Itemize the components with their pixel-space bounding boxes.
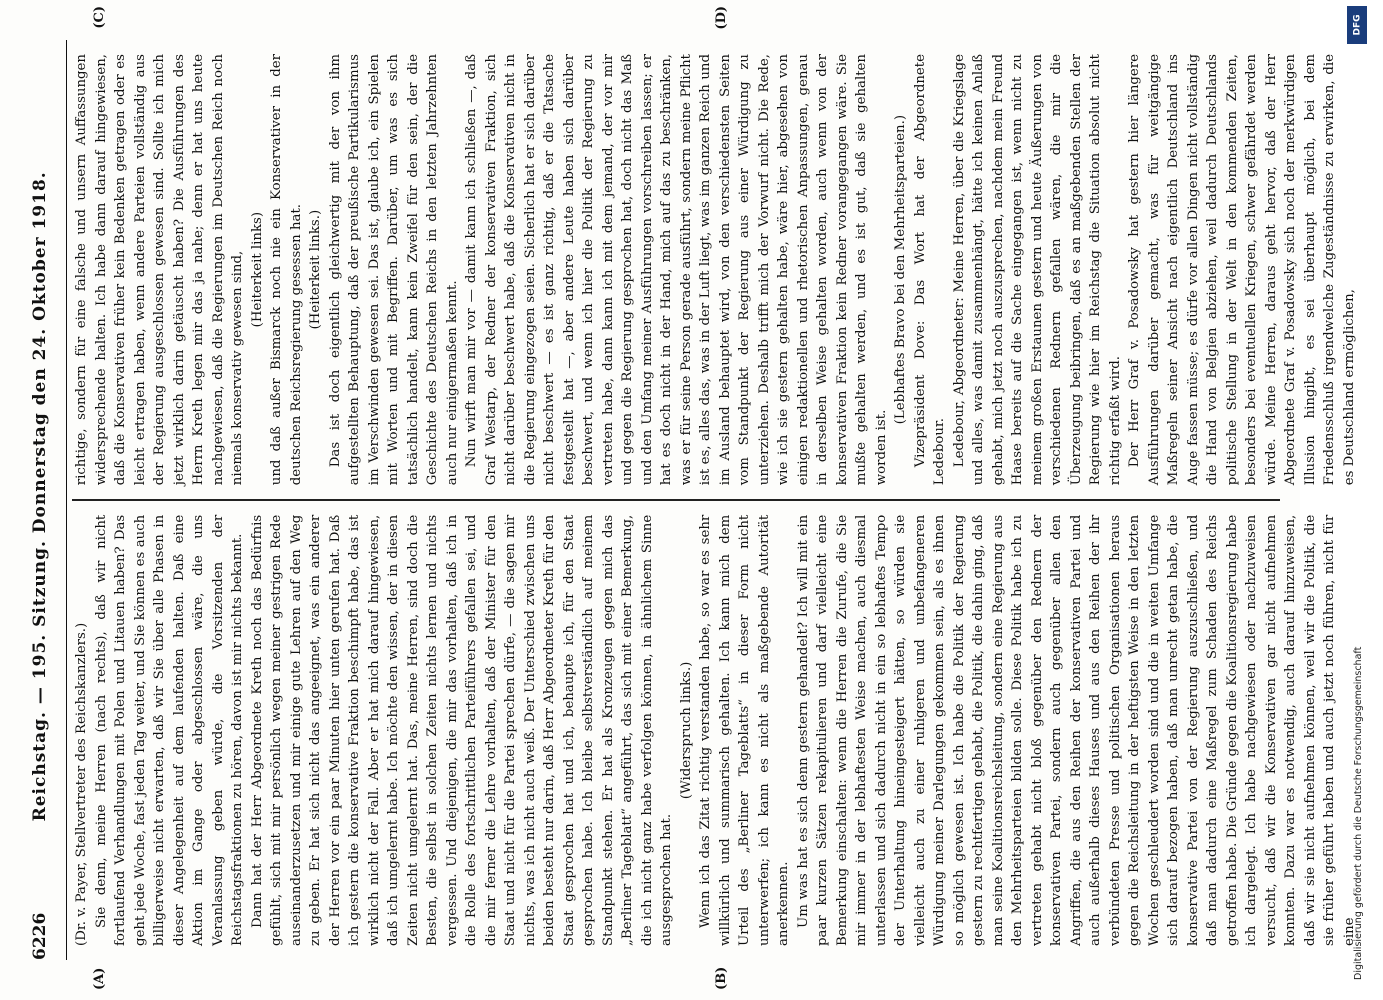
stage-direction: (Heiterkeit links) xyxy=(249,211,265,328)
paragraph: Nun wirft man mir vor — damit kann ich schließen —, daß Graf Westarp, der Redner der konservativen Fraktion, sich nicht darüber beschwert habe, daß die Konservativen nicht in die Regierung eingezogen seien. Sicherlich hat er sich darüber nicht beschwert — es ist ganz richtig, daß er die Tatsache festgestellt hat —, aber andere Leute haben sich darüber beschwert, und wenn ich hier die Politik der Regierung zu vertreten habe, dann kann ich mit dem jemand, der vor mir und gegen die Regierung gesprochen hat, doch nicht das Maß und den Umfang meiner Ausführungen vorschreiben lassen; er hat es doch nicht in der Hand, mich auf das zu beschränken, was er für seine Person gerade ausführt, sondern meine Pflicht ist es, alles das, was in der Luft liegt, was im ganzen Reich und im Ausland behauptet wird, von den verschiedensten Seiten vom Standpunkt der Regierung aus einer Würdigung zu unterziehen. Deshalb trifft mich der Vorwurf nicht. Die Rede, wie ich sie gestern gehalten habe, wäre hier, abgesehen von einigen redaktionellen und rhetorischen Anpassungen, genau in derselben Weise gehalten worden, auch wenn von der konservativen Fraktion kein Redner vorangegangen wäre. Sie mußte gehalten werden, und es ist gut, daß sie gehalten worden ist. xyxy=(464,54,889,486)
paragraph: Ledebour, Abgeordneter: Meine Herren, über die Kriegslage und alles, was damit zusammenhängt, hätte ich keinen Anlaß gehabt, mich jetzt noch auszusprechen, nachdem mein Freund Haase bereits auf die Sache eingegangen ist, wenn nicht zu meinem großen Erstaunen gestern und heute Äußerungen von verschiedenen Rednern gefallen wären, die mir die Überzeugung beibringen, daß es an maßgebenden Stellen der Regierung wie hier im Reichstag die Situation absolut nicht richtig erfaßt wird. xyxy=(951,54,1123,486)
margin-marker-b: (B) xyxy=(714,966,729,990)
stage-direction: (Heiterkeit links.) xyxy=(308,209,323,330)
paragraph: Sie denn, meine Herren (nach rechts), daß wir nicht fortlaufend Verhandlungen mit Polen und Litauen haben? Das geht jede Woche, fast jeden Tag weiter, und Sie können es auch billigerweise nicht erwarten, daß wir Sie über alle Phasen in dieser Angelegenheit auf dem laufenden halten. Daß eine Aktion im Gange oder abgeschlossen wäre, die uns Veranlassung geben würde, die Vorsitzenden der Reichstagsfraktionen zu hören, davon ist mir nichts bekannt. xyxy=(93,514,245,946)
page-header xyxy=(30,40,67,960)
paragraph: Dann hat der Herr Abgeordnete Kreth noch das Bedürfnis gefühlt, sich mit mir persönlich wegen meiner gestrigen Rede auseinanderzusetzen und mir einige gute Lehren auf den Weg zu geben. Er hat sich nicht das angeeignet, was ein anderer der Herren vor ein paar Minuten hier unten gerufen hat. Daß ich gestern die konservative Fraktion beschimpft habe, das ist wirklich nicht der Fall. Aber er hat mich darauf hingewiesen, daß ich umgelernt habe. Ich möchte den wissen, der in diesen Zeiten nicht umgelernt hat. Das, meine Herren, sind doch die Besten, die selbst in solchen Zeiten nichts lernen und nichts vergessen. Und diejenigen, die mir das vorhalten, daß ich in die Rolle des fortschrittlichen Parteiführers gefallen sei, und die mir ferner die Lehre vorhalten, daß der Minister für den Staat und nicht für die Partei sprechen dürfe, — die sagen mir nichts, was ich nicht auch weiß. Der Unterschied zwischen uns beiden besteht nur darin, daß Herr Abgeordneter Kreth für den Staat gesprochen hat und ich, behaupte ich, für den Staat gesprochen habe. Ich bleibe selbstverständlich auf meinem Standpunkt stehen. Er hat als Kronzeugen gegen mich das „Berliner Tageblatt“ angeführt, das sich mit einer Bemerkung, die ich nicht ganz habe verfolgen können, in ähnlichem Sinne ausgesprochen hat. xyxy=(249,514,674,946)
dfg-logo: DFG xyxy=(1347,6,1367,44)
stage-direction: (Lebhaftes Bravo bei den Mehrheitsparteien.) xyxy=(893,114,908,425)
paragraph: Wenn ich das Zitat richtig verstanden habe, so war es sehr willkürlich und summarisch gehalten. Ich kann mich dem Urteil des „Berliner Tageblatts“ in dieser Form nicht unterwerfen; ich kann es nicht als maßgebende Autorität anerkennen. xyxy=(698,514,791,946)
page-number: 6226 xyxy=(30,912,50,960)
left-column xyxy=(72,501,1357,990)
paragraph: und daß außer Bismarck noch nie ein Konservativer in der deutschen Reichsregierung gesessen hat. xyxy=(269,54,304,486)
margin-marker-d: (D) xyxy=(714,6,729,30)
text-columns xyxy=(72,6,1357,990)
margin-marker-c: (C) xyxy=(92,6,107,29)
right-column xyxy=(72,6,1357,499)
paragraph: richtige, sondern für eine falsche und unsern Auffassungen widersprechende halten. Ich habe dann darauf hingewiesen, daß die Konservativen früher kein Bedenken getragen oder es leicht ertragen haben, wenn andere Parteien vollständig aus der Regierung ausgeschlossen gewesen sind. Sollte ich mich jetzt wirklich darin getäuscht haben? Die Ausführungen des Herrn Kreth legen mir das ja nahe; denn er hat uns heute nachgewiesen, daß die Regierungen im Deutschen Reich noch niemals konservativ gewesen sind, xyxy=(74,54,245,486)
digitization-credit xyxy=(1351,0,1373,1000)
paragraph: Das ist doch eigentlich gleichwertig mit der von ihm aufgestellten Behauptung, daß der preußische Partikularismus im Verschwinden gewesen sei. Das ist, glaube ich, ein Spielen mit Worten und mit Begriffen. Darüber, um was es sich tatsächlich handelt, kann kein Zweifel für den sein, der die Geschichte des Deutschen Reichs in den letzten Jahrzehnten auch nur einigermaßen kennt. xyxy=(327,54,460,486)
paragraph: Vizepräsident Dove: Das Wort hat der Abgeordnete Ledebour. xyxy=(912,54,947,486)
speaker-line: (Dr. v. Payer, Stellvertreter des Reichskanzlers.) xyxy=(74,622,89,946)
margin-marker-a: (A) xyxy=(92,967,107,990)
credit-text: Digitalisierung gefördert durch die Deutsche Forschungsgemeinschaft xyxy=(1353,646,1364,980)
paragraph: Der Herr Graf v. Posadowsky hat gestern hier längere Ausführungen darüber gemacht, was für weitgängige Maßregeln seiner Ansicht nach eigentlich Deutschland ins Auge fassen müsse; es dürfe vor allen Dingen nicht vollständig die Hand von Belgien abziehen, weil dadurch Deutschlands politische Stellung in der Welt in den kommenden Zeiten, besonders bei eventuellen Kriegen, schwer gefährdet werden würde. Meine Herren, daraus geht hervor, daß der Herr Abgeordnete Graf v. Posadowsky sich noch der merkwürdigen Illusion hingibt, es sei überhaupt möglich, bei dem Friedensschluß irgendwelche Zugeständnisse zu erwirken, die es Deutschland ermöglichen, xyxy=(1127,54,1357,486)
stage-direction: (Widerspruch links.) xyxy=(678,661,694,800)
page-title: Reichstag. — 195. Sitzung. Donnerstag den 24. Oktober 1918. xyxy=(30,171,50,822)
paragraph: Um was hat es sich denn gestern gehandelt? Ich will mit ein paar kurzen Sätzen rekapitulieren und darf vielleicht eine Bemerkung einschalten: wenn die Herren die Zurufe, die Sie mir immer in der lebhaftesten Weise machen, auch diesmal unterlassen und sich dadurch nicht in ein so lebhaftes Tempo der Unterhaltung hineingesteigert hätten, so würden sie vielleicht auch zu einer ruhigeren und unbefangeneren Würdigung meiner Darlegungen gekommen sein, als es ihnen so möglich gewesen ist. Ich habe die Politik der Regierung gestern zu rechtfertigen gehabt, die Politik, die dahin ging, daß man seine Koalitionsreichsleitung, sondern eine Regierung aus den Mehrheitsparteien bilden solle. Diese Politik habe ich zu vertreten gehabt nicht bloß gegenüber den Rednern der konservativen Partei, sondern auch gegenüber allen den Angriffen, die aus den Reihen der konservativen Partei und auch außerhalb dieses Hauses und aus den Reihen der ihr verbündeten Presse und politischen Organisationen heraus gegen die Reichsleitung in der heftigsten Weise in den letzten Wochen geschleudert worden sind und die in weiten Umfange sich darauf bezogen haben, daß man unrecht getan habe, die konservative Partei von der Regierung auszuschließen, und daß man dadurch eine Maßregel zum Schaden des Reichs getroffen habe. Die Gründe gegen die Koalitionsregierung habe ich dargelegt. Ich habe nachgewiesen oder nachzuweisen versucht, daß wir die Konservativen gar nicht aufnehmen konnten. Dazu war es notwendig, auch darauf hinzuweisen, daß wir sie nicht aufnehmen können, weil wir die Politik, die sie früher geführt haben und auch jetzt noch führen, nicht für eine xyxy=(795,514,1357,946)
